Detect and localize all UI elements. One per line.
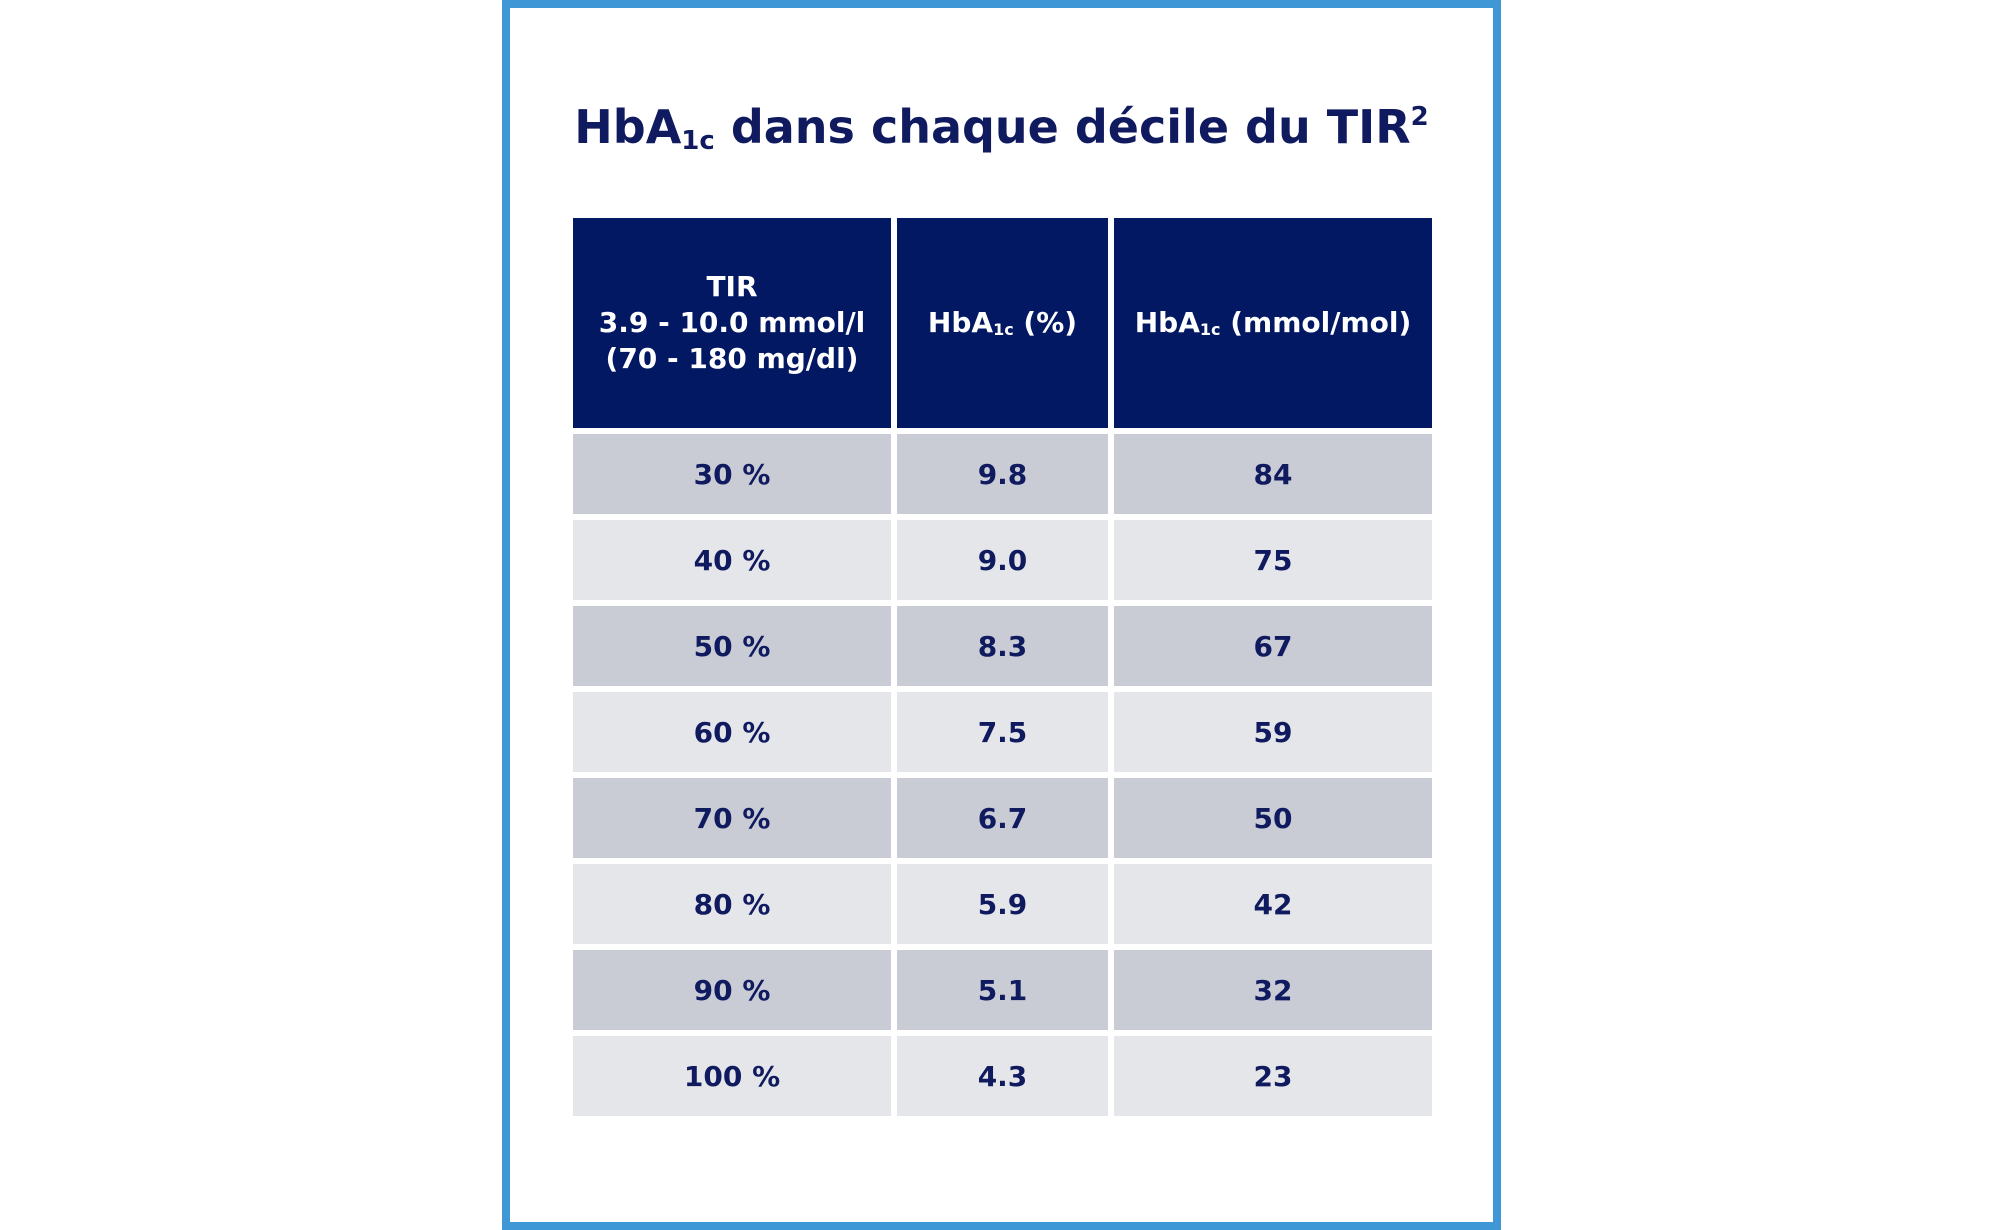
title-prefix: HbA: [574, 100, 682, 154]
header-hba1c-mmol-prefix: HbA: [1134, 306, 1200, 339]
cell-hba1c-mmol: 59: [1114, 692, 1432, 772]
cell-hba1c-percent: 9.0: [897, 520, 1108, 600]
header-tir: [573, 218, 891, 428]
header-tir-line2: 3.9 - 10.0 mmol/l: [598, 306, 866, 339]
table-row: [573, 1036, 1432, 1116]
table-row: [573, 950, 1432, 1030]
cell-hba1c-percent: 6.7: [897, 778, 1108, 858]
page-title: [510, 100, 1493, 154]
header-hba1c-percent-suffix: (%): [1013, 306, 1078, 339]
cell-hba1c-mmol: 23: [1114, 1036, 1432, 1116]
title-rest: dans chaque décile du TIR: [714, 100, 1411, 154]
hba1c-table: [567, 212, 1438, 1122]
header-hba1c-mmol-suffix: (mmol/mol): [1220, 306, 1412, 339]
header-tir-line3: (70 - 180 mg/dl): [605, 342, 859, 375]
content-frame: [502, 0, 1501, 1230]
cell-tir: 100 %: [573, 1036, 891, 1116]
cell-hba1c-percent: 8.3: [897, 606, 1108, 686]
cell-hba1c-percent: 4.3: [897, 1036, 1108, 1116]
cell-hba1c-percent: 5.1: [897, 950, 1108, 1030]
cell-hba1c-percent: 7.5: [897, 692, 1108, 772]
table-row: [573, 606, 1432, 686]
cell-hba1c-mmol: 84: [1114, 434, 1432, 514]
title-subscript: 1c: [681, 126, 715, 156]
cell-tir: 80 %: [573, 864, 891, 944]
header-tir-line1: TIR: [706, 270, 758, 303]
table-row: [573, 520, 1432, 600]
cell-tir: 30 %: [573, 434, 891, 514]
header-hba1c-mmol-sub: 1c: [1199, 320, 1221, 339]
cell-hba1c-percent: 5.9: [897, 864, 1108, 944]
cell-hba1c-percent: 9.8: [897, 434, 1108, 514]
cell-tir: 90 %: [573, 950, 891, 1030]
cell-hba1c-mmol: 67: [1114, 606, 1432, 686]
header-hba1c-percent: [897, 218, 1108, 428]
title-superscript: 2: [1410, 102, 1429, 132]
cell-tir: 70 %: [573, 778, 891, 858]
cell-tir: 50 %: [573, 606, 891, 686]
cell-hba1c-mmol: 42: [1114, 864, 1432, 944]
cell-tir: 40 %: [573, 520, 891, 600]
cell-hba1c-mmol: 50: [1114, 778, 1432, 858]
table-row: [573, 434, 1432, 514]
cell-hba1c-mmol: 32: [1114, 950, 1432, 1030]
header-hba1c-percent-sub: 1c: [993, 320, 1014, 339]
header-row: [573, 218, 1432, 428]
table-row: [573, 692, 1432, 772]
header-hba1c-mmol: [1114, 218, 1432, 428]
cell-hba1c-mmol: 75: [1114, 520, 1432, 600]
table-row: [573, 778, 1432, 858]
header-hba1c-percent-prefix: HbA: [927, 306, 994, 339]
cell-tir: 60 %: [573, 692, 891, 772]
table-row: [573, 864, 1432, 944]
